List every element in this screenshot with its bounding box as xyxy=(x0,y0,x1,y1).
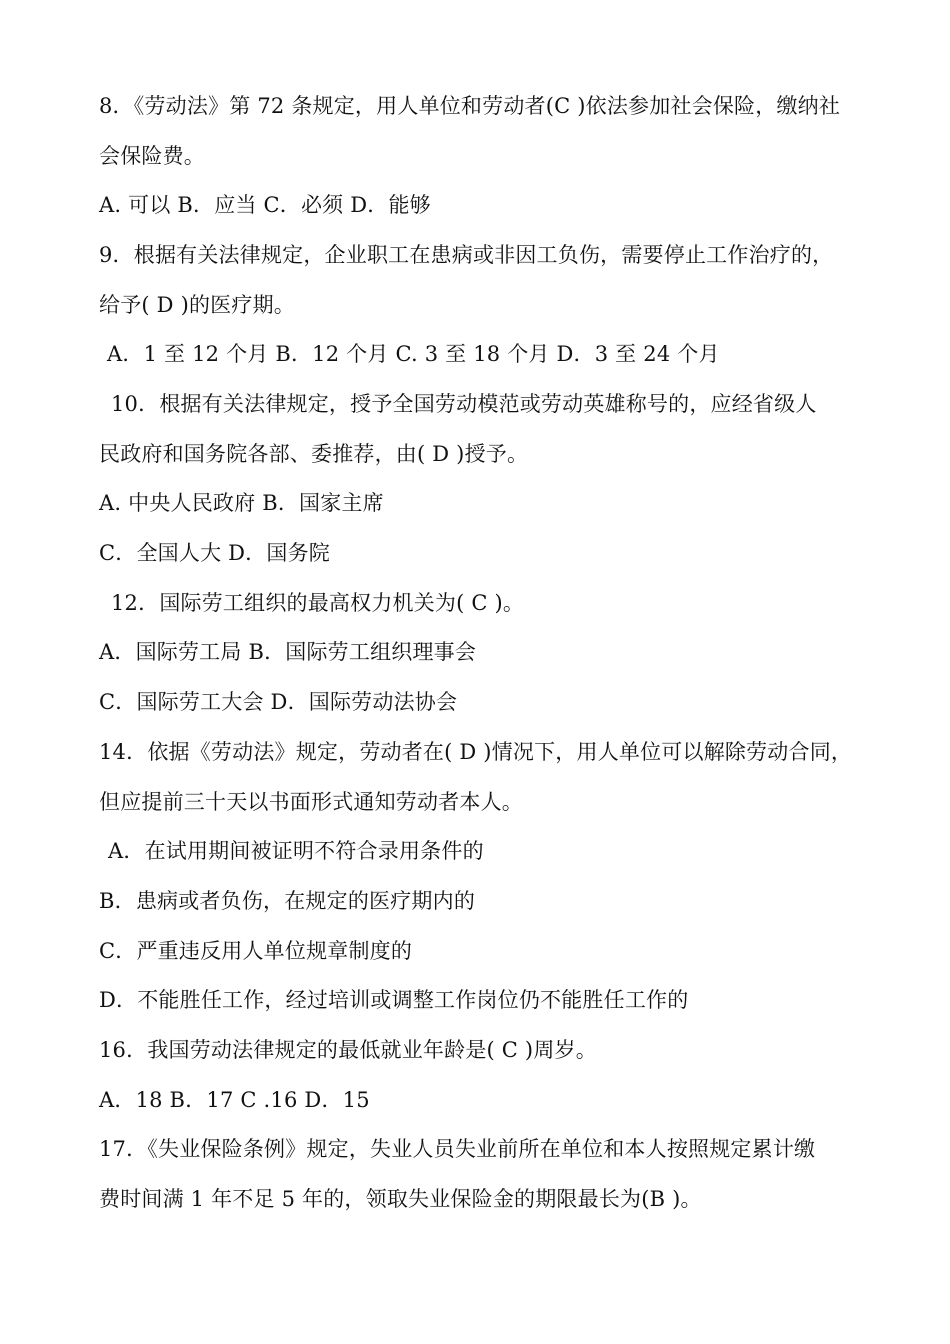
question-10-stem-line-2: 民政府和国务院各部、委推荐，由( D )授予。 xyxy=(99,442,529,466)
question-14-stem-line-1: 14．依据《劳动法》规定，劳动者在( D )情况下，用人单位可以解除劳动合同， xyxy=(99,740,853,764)
question-12-options-cd: C．国际劳工大会 D．国际劳动法协会 xyxy=(99,690,458,714)
question-14-option-d: D．不能胜任工作，经过培训或调整工作岗位仍不能胜任工作的 xyxy=(99,988,689,1012)
question-12-options-ab: A．国际劳工局 B．国际劳工组织理事会 xyxy=(99,640,477,664)
question-12-stem: 12．国际劳工组织的最高权力机关为( C )。 xyxy=(111,591,525,615)
question-16-stem: 16．我国劳动法律规定的最低就业年龄是( C )周岁。 xyxy=(99,1038,597,1062)
question-8-stem-line-2: 会保险费。 xyxy=(99,144,205,168)
question-16-options: A．18 B．17 C .16 D．15 xyxy=(99,1088,370,1112)
question-14-option-c: C．严重违反用人单位规章制度的 xyxy=(99,939,413,963)
question-17-stem-line-2: 费时间满 1 年不足 5 年的，领取失业保险金的期限最长为(B )。 xyxy=(99,1187,702,1211)
question-9-stem-line-2: 给予( D )的医疗期。 xyxy=(99,293,295,317)
question-10-options-cd: C．全国人大 D．国务院 xyxy=(99,541,330,565)
question-10-options-ab: A. 中央人民政府 B．国家主席 xyxy=(99,491,384,515)
question-10-stem-line-1: 10．根据有关法律规定，授予全国劳动模范或劳动英雄称号的，应经省级人 xyxy=(111,392,817,416)
question-14-option-a: A．在试用期间被证明不符合录用条件的 xyxy=(108,839,484,863)
question-8-options: A. 可以 B．应当 C．必须 D．能够 xyxy=(99,193,431,217)
question-14-stem-line-2: 但应提前三十天以书面形式通知劳动者本人。 xyxy=(99,790,523,814)
question-14-option-b: B．患病或者负伤，在规定的医疗期内的 xyxy=(99,889,476,913)
question-9-stem-line-1: 9．根据有关法律规定，企业职工在患病或非因工负伤，需要停止工作治疗的， xyxy=(99,243,834,267)
question-8-stem-line-1: 8．《劳动法》第 72 条规定，用人单位和劳动者(C )依法参加社会保险，缴纳社 xyxy=(99,94,841,118)
question-9-options: A．1 至 12 个月 B．12 个月 C. 3 至 18 个月 D．3 至 24 个月 xyxy=(107,342,720,366)
question-17-stem-line-1: 17．《失业保险条例》规定，失业人员失业前所在单位和本人按照规定累计缴 xyxy=(99,1137,816,1161)
